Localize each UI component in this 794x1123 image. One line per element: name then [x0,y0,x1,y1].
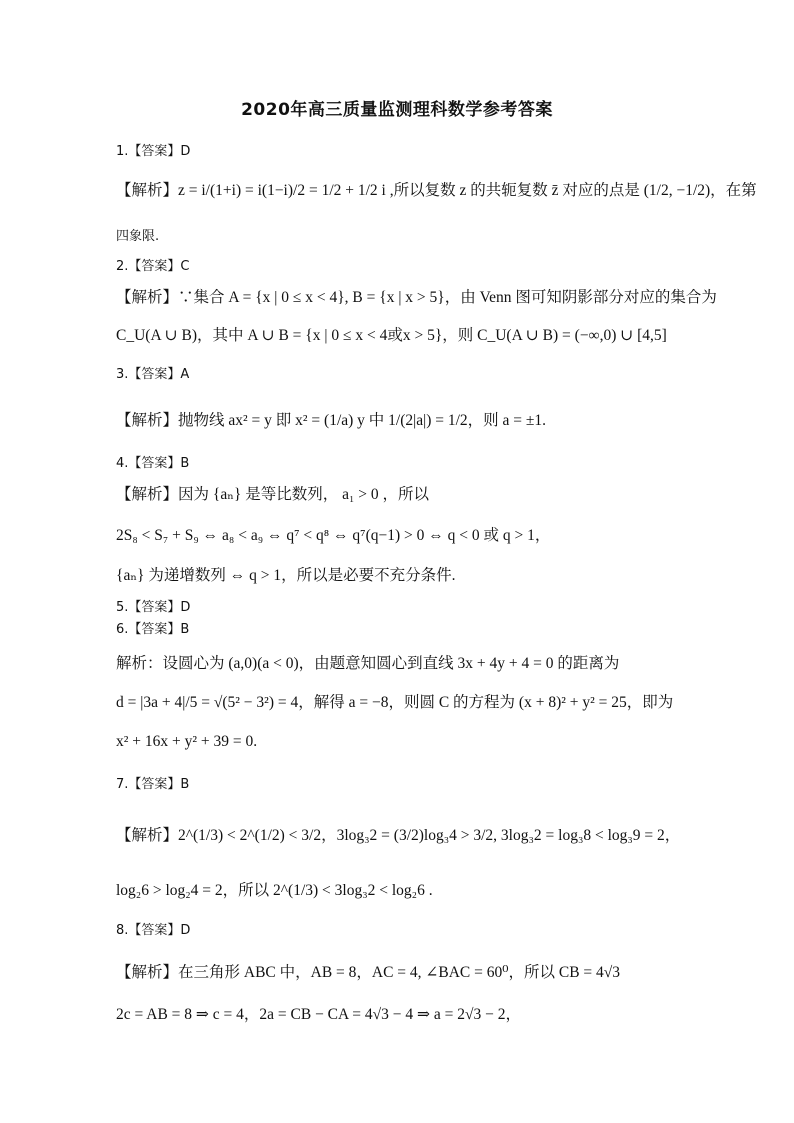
solution-6-line-2: d = |3a + 4|/5 = √(5² − 3²) = 4，解得 a = −8，则圆 C 的方程为 (x + 8)² + y² = 25，即为 [116,694,674,711]
solution-6-line-1: 解析：设圆心为 (a,0)(a < 0)，由题意知圆心到直线 3x + 4y + 4 = 0 的距离为 [116,655,620,672]
solution-7-line-2: log₂6 > log₂4 = 2，所以 2^(1/3) < 3log₃2 < log₂6 . [116,882,433,899]
solution-4-line-1: 【解析】因为 {aₙ} 是等比数列， a₁ > 0 ，所以 [116,486,429,503]
solution-4-line-3: {aₙ} 为递增数列 ⇔ q > 1，所以是必要不充分条件. [116,567,456,584]
solution-8-line-1: 【解析】在三角形 ABC 中，AB = 8，AC = 4, ∠BAC = 60⁰，所以 CB = 4√3 [116,964,621,981]
answer-7: 7.【答案】B [116,777,190,792]
answer-6: 6.【答案】B [116,622,190,637]
solution-8-line-2: 2c = AB = 8 ⇒ c = 4，2a = CB − CA = 4√3 − 4 ⇒ a = 2√3 − 2， [116,1006,521,1023]
page-title: 2020年高三质量监测理科数学参考答案 [241,100,553,120]
answer-1: 1.【答案】D [116,144,191,159]
answer-5: 5.【答案】D [116,600,191,615]
solution-4-line-2: 2S₈ < S₇ + S₉ ⇔ a₈ < a₉ ⇔ q⁷ < q⁸ ⇔ q⁷(q−1) > 0 ⇔ q < 0 或 q > 1， [116,527,551,544]
answer-2: 2.【答案】C [116,259,190,274]
answer-3: 3.【答案】A [116,367,190,382]
answer-8: 8.【答案】D [116,923,191,938]
solution-2-line-2: C_U(A ∪ B)，其中 A ∪ B = {x | 0 ≤ x < 4或x > 5}，则 C_U(A ∪ B) = (−∞,0) ∪ [4,5] [116,327,667,344]
solution-1-line-1: 【解析】z = i/(1+i) = i(1−i)/2 = 1/2 + 1/2 i ,所以复数 z 的共轭复数 z̄ 对应的点是 (1/2, −1/2)，在第 [116,182,757,199]
solution-1-line-2: 四象限. [116,229,160,244]
solution-3: 【解析】抛物线 ax² = y 即 x² = (1/a) y 中 1/(2|a|) = 1/2，则 a = ±1. [116,412,547,429]
solution-7-line-1: 【解析】2^(1/3) < 2^(1/2) < 3/2，3log₃2 = (3/2)log₃4 > 3/2, 3log₃2 = log₃8 < log₃9 = 2， [116,827,681,844]
solution-6-line-3: x² + 16x + y² + 39 = 0. [116,733,258,750]
answer-4: 4.【答案】B [116,456,190,471]
solution-2-line-1: 【解析】∵集合 A = {x | 0 ≤ x < 4}, B = {x | x > 5}，由 Venn 图可知阴影部分对应的集合为 [116,289,717,306]
